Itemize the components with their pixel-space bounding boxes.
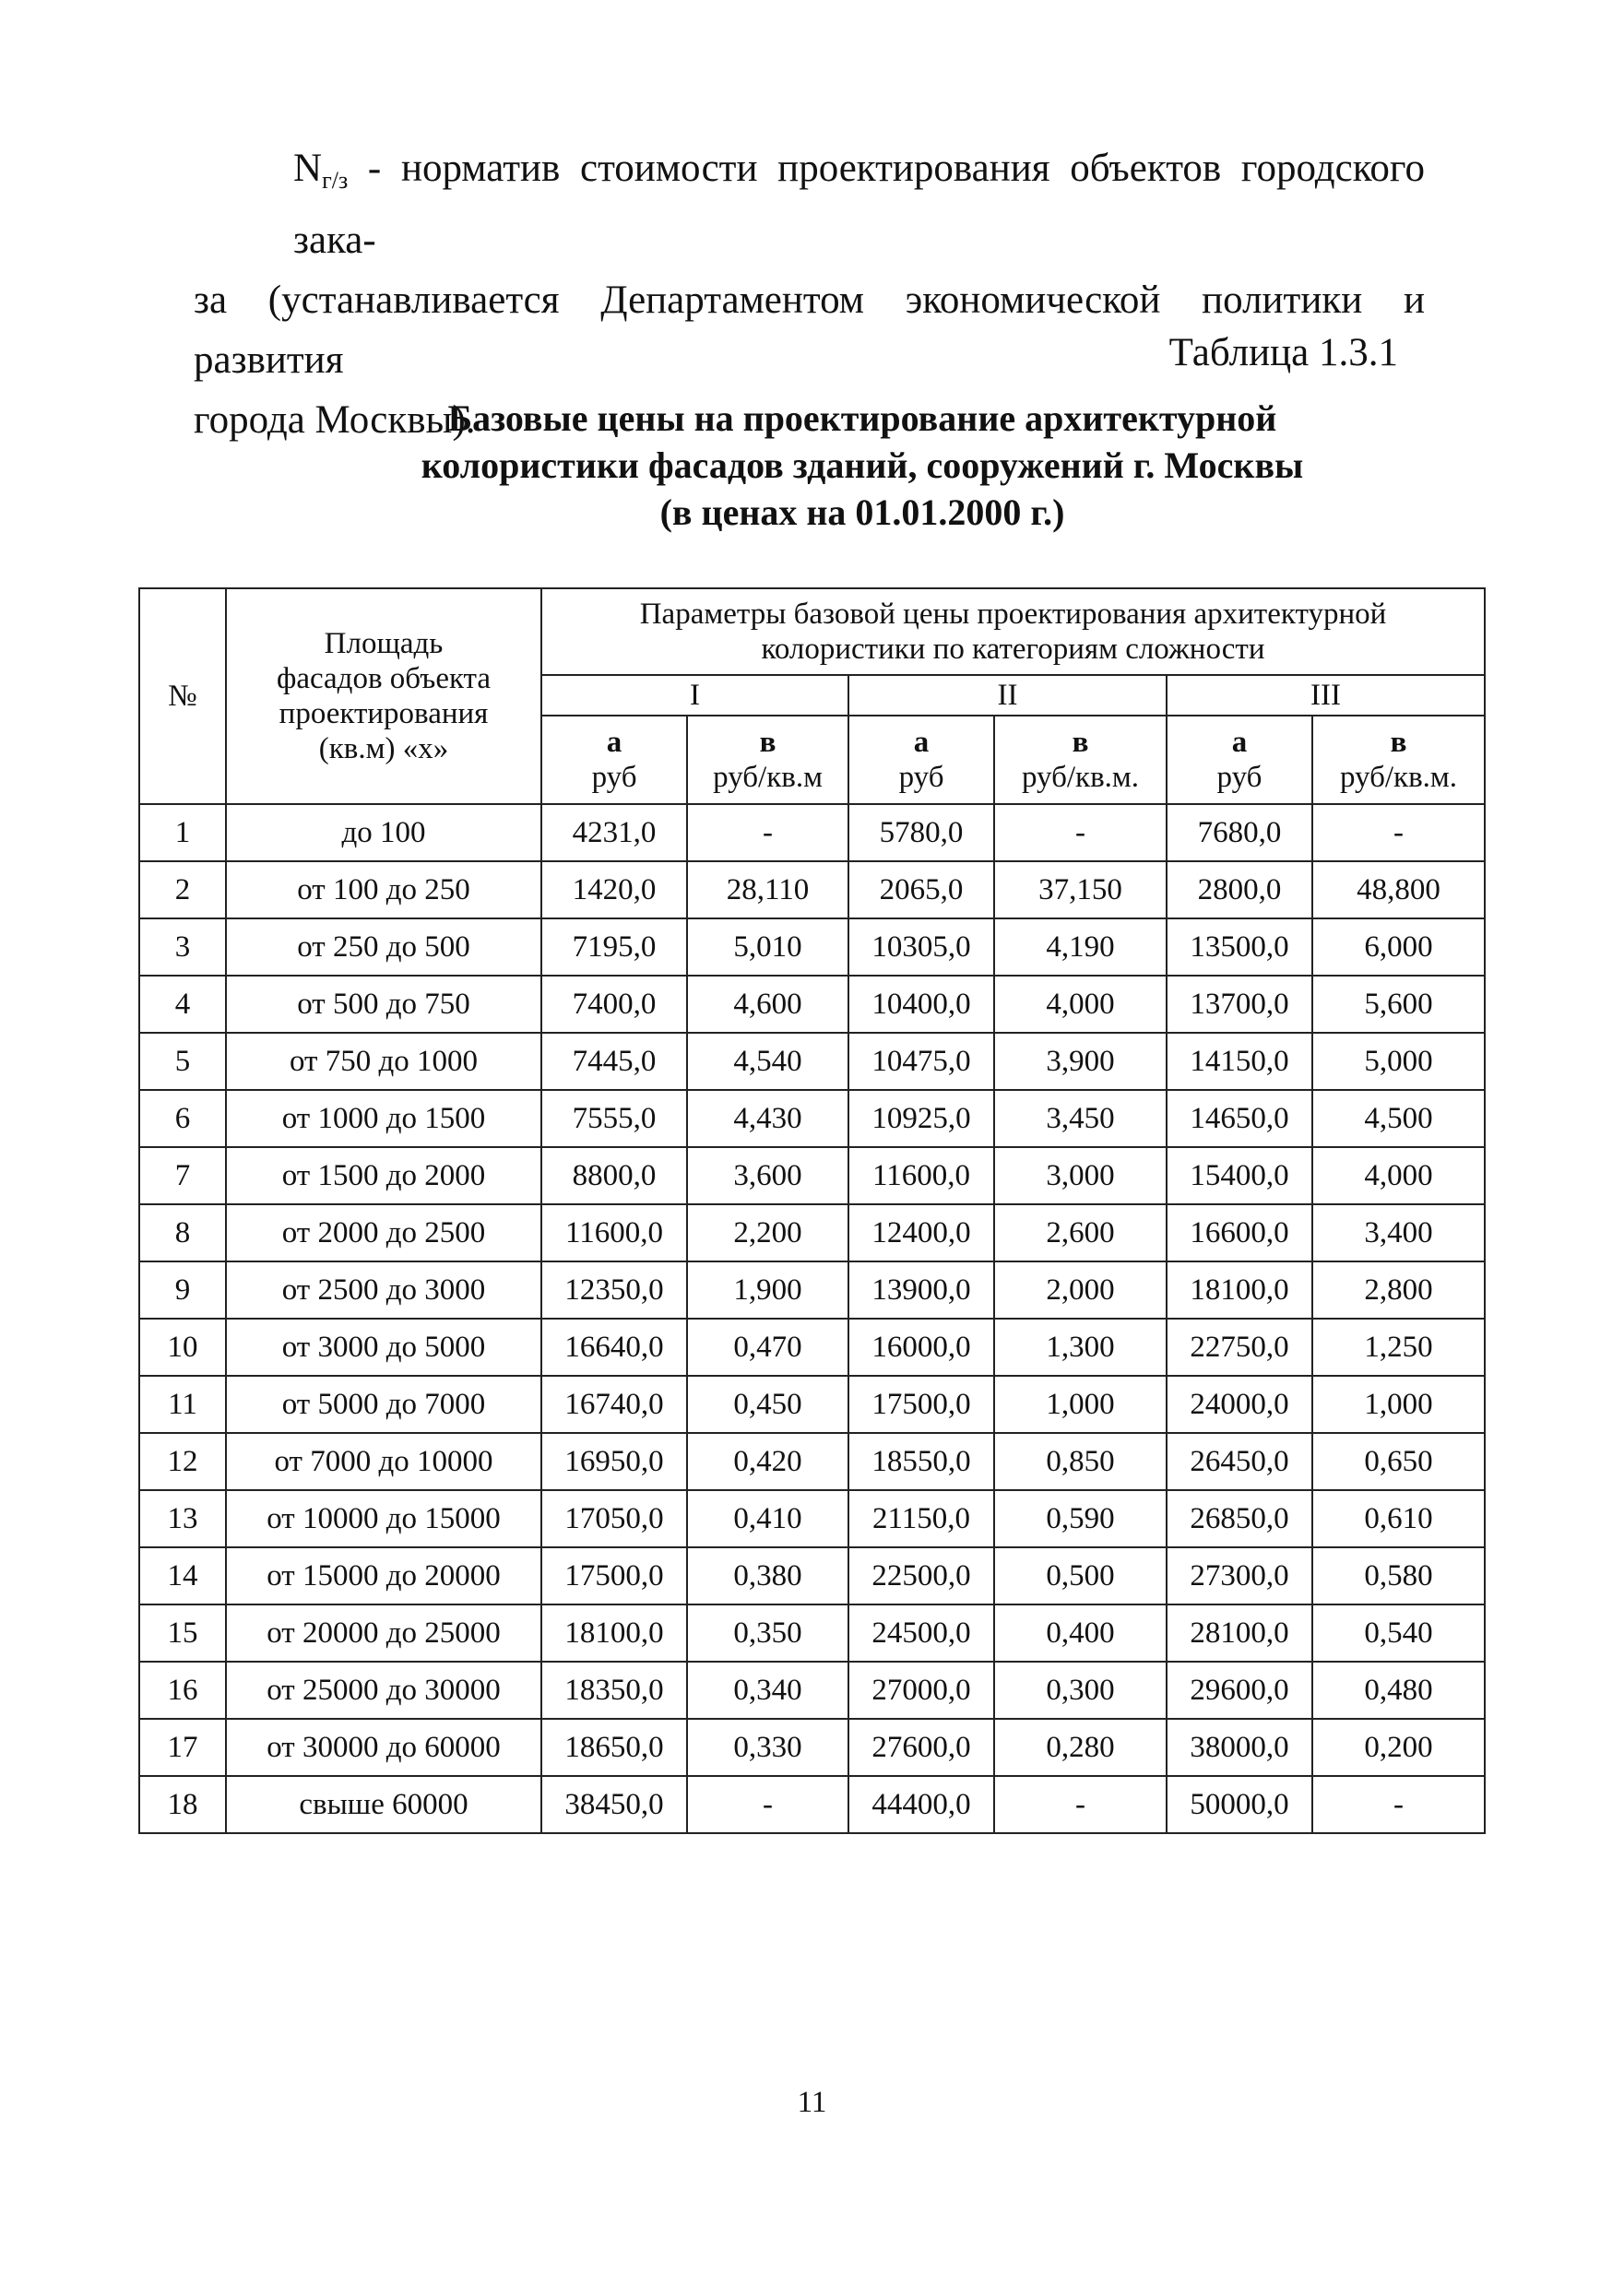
header-a-2-letter: а xyxy=(913,726,930,759)
row-number: 2 xyxy=(139,861,226,918)
row-cat3-a: 29600,0 xyxy=(1167,1662,1312,1719)
row-cat3-b: 5,000 xyxy=(1312,1033,1485,1090)
row-cat2-a: 2065,0 xyxy=(848,861,994,918)
row-area: от 3000 до 5000 xyxy=(226,1319,541,1376)
row-cat2-a: 22500,0 xyxy=(848,1547,994,1604)
row-area: от 500 до 750 xyxy=(226,976,541,1033)
row-cat1-b: 0,420 xyxy=(687,1433,848,1490)
row-cat3-a: 24000,0 xyxy=(1167,1376,1312,1433)
row-cat3-b: 3,400 xyxy=(1312,1204,1485,1261)
row-cat3-a: 14650,0 xyxy=(1167,1090,1312,1147)
row-cat2-a: 18550,0 xyxy=(848,1433,994,1490)
row-cat1-a: 7445,0 xyxy=(541,1033,687,1090)
row-cat3-b: 5,600 xyxy=(1312,976,1485,1033)
header-area-line-3: проектирования xyxy=(279,697,489,730)
row-cat2-b: 3,000 xyxy=(994,1147,1167,1204)
header-b-1 xyxy=(687,716,848,804)
header-b-2 xyxy=(994,716,1167,804)
table-row xyxy=(139,1433,1485,1490)
row-cat3-a: 13500,0 xyxy=(1167,918,1312,976)
row-cat3-a: 27300,0 xyxy=(1167,1547,1312,1604)
row-cat1-a: 7195,0 xyxy=(541,918,687,976)
row-cat2-b: 4,190 xyxy=(994,918,1167,976)
row-cat1-b: 0,380 xyxy=(687,1547,848,1604)
row-cat2-b: 1,000 xyxy=(994,1376,1167,1433)
row-cat3-a: 26450,0 xyxy=(1167,1433,1312,1490)
row-cat2-a: 17500,0 xyxy=(848,1376,994,1433)
row-cat1-b: 4,430 xyxy=(687,1090,848,1147)
row-cat1-b: 28,110 xyxy=(687,861,848,918)
row-cat1-a: 16950,0 xyxy=(541,1433,687,1490)
header-a-1 xyxy=(541,716,687,804)
row-cat3-a: 15400,0 xyxy=(1167,1147,1312,1204)
table-label: Таблица 1.3.1 xyxy=(1168,331,1398,374)
row-cat1-a: 18350,0 xyxy=(541,1662,687,1719)
row-number: 1 xyxy=(139,804,226,861)
row-cat1-a: 4231,0 xyxy=(541,804,687,861)
table-row xyxy=(139,918,1485,976)
row-cat3-b: 48,800 xyxy=(1312,861,1485,918)
row-cat2-a: 27600,0 xyxy=(848,1719,994,1776)
row-area: от 100 до 250 xyxy=(226,861,541,918)
row-cat3-a: 13700,0 xyxy=(1167,976,1312,1033)
row-cat1-a: 38450,0 xyxy=(541,1776,687,1833)
row-cat3-b: 0,610 xyxy=(1312,1490,1485,1547)
row-area: от 15000 до 20000 xyxy=(226,1547,541,1604)
row-area: от 2000 до 2500 xyxy=(226,1204,541,1261)
row-cat2-a: 16000,0 xyxy=(848,1319,994,1376)
header-b-3-letter: в xyxy=(1390,726,1407,759)
row-number: 9 xyxy=(139,1261,226,1319)
row-cat3-b: 6,000 xyxy=(1312,918,1485,976)
row-area: от 750 до 1000 xyxy=(226,1033,541,1090)
row-number: 5 xyxy=(139,1033,226,1090)
row-cat2-b: 0,300 xyxy=(994,1662,1167,1719)
row-cat2-a: 5780,0 xyxy=(848,804,994,861)
header-area-line-2: фасадов объекта xyxy=(276,662,492,695)
row-cat1-a: 7555,0 xyxy=(541,1090,687,1147)
row-area: свыше 60000 xyxy=(226,1776,541,1833)
row-cat2-b: 1,300 xyxy=(994,1319,1167,1376)
header-a-3-letter: а xyxy=(1231,726,1248,759)
row-cat3-a: 38000,0 xyxy=(1167,1719,1312,1776)
header-b-3-unit: руб/кв.м. xyxy=(1339,761,1458,794)
row-cat2-a: 10400,0 xyxy=(848,976,994,1033)
row-area: от 10000 до 15000 xyxy=(226,1490,541,1547)
row-cat3-b: 4,500 xyxy=(1312,1090,1485,1147)
row-cat2-b: 0,850 xyxy=(994,1433,1167,1490)
intro-line-1 xyxy=(194,138,1425,270)
row-cat2-a: 24500,0 xyxy=(848,1604,994,1662)
table-title xyxy=(235,395,1489,536)
row-cat1-b: 4,600 xyxy=(687,976,848,1033)
row-cat2-b: 3,900 xyxy=(994,1033,1167,1090)
table-row xyxy=(139,1204,1485,1261)
row-cat2-b: 4,000 xyxy=(994,976,1167,1033)
row-cat1-b: 0,350 xyxy=(687,1604,848,1662)
row-cat3-a: 16600,0 xyxy=(1167,1204,1312,1261)
row-cat3-a: 2800,0 xyxy=(1167,861,1312,918)
header-b-1-letter: в xyxy=(759,726,776,759)
row-cat1-a: 12350,0 xyxy=(541,1261,687,1319)
table-row xyxy=(139,1490,1485,1547)
row-cat3-b: 0,200 xyxy=(1312,1719,1485,1776)
row-cat1-a: 8800,0 xyxy=(541,1147,687,1204)
table-row xyxy=(139,1319,1485,1376)
table-title-line-1: Базовые цены на проектирование архитектурной xyxy=(447,397,1277,439)
table-row xyxy=(139,1261,1485,1319)
page-number: 11 xyxy=(797,2086,827,2119)
row-area: от 1500 до 2000 xyxy=(226,1147,541,1204)
row-cat1-b: 2,200 xyxy=(687,1204,848,1261)
row-cat2-a: 21150,0 xyxy=(848,1490,994,1547)
row-cat3-a: 22750,0 xyxy=(1167,1319,1312,1376)
row-number: 8 xyxy=(139,1204,226,1261)
header-category-2: II xyxy=(848,675,1167,716)
row-area: от 1000 до 1500 xyxy=(226,1090,541,1147)
header-num: № xyxy=(139,588,226,804)
row-number: 6 xyxy=(139,1090,226,1147)
row-cat3-a: 28100,0 xyxy=(1167,1604,1312,1662)
row-cat3-b: 0,540 xyxy=(1312,1604,1485,1662)
row-cat3-a: 18100,0 xyxy=(1167,1261,1312,1319)
table-row xyxy=(139,976,1485,1033)
row-number: 13 xyxy=(139,1490,226,1547)
header-area xyxy=(226,588,541,804)
row-cat2-b: 2,600 xyxy=(994,1204,1167,1261)
header-a-3-unit: руб xyxy=(1216,761,1262,794)
table-row xyxy=(139,1719,1485,1776)
row-cat1-b: 5,010 xyxy=(687,918,848,976)
header-area-line-1: Площадь xyxy=(324,627,444,660)
row-cat3-b: 2,800 xyxy=(1312,1261,1485,1319)
row-cat1-b: 0,410 xyxy=(687,1490,848,1547)
header-b-2-unit: руб/кв.м. xyxy=(1021,761,1140,794)
row-cat2-a: 10925,0 xyxy=(848,1090,994,1147)
row-cat3-a: 14150,0 xyxy=(1167,1033,1312,1090)
row-area: от 5000 до 7000 xyxy=(226,1376,541,1433)
norm-symbol-subscript: г/з xyxy=(322,167,349,194)
row-cat1-b: 4,540 xyxy=(687,1033,848,1090)
row-cat1-a: 1420,0 xyxy=(541,861,687,918)
row-area: от 250 до 500 xyxy=(226,918,541,976)
intro-line-2: за (устанавливается Департаментом экономической политики и развития xyxy=(194,278,1425,382)
table-row xyxy=(139,1662,1485,1719)
row-cat2-b: 0,500 xyxy=(994,1547,1167,1604)
row-cat3-a: 26850,0 xyxy=(1167,1490,1312,1547)
row-cat1-b: 0,450 xyxy=(687,1376,848,1433)
table-row xyxy=(139,861,1485,918)
row-cat2-b: - xyxy=(994,804,1167,861)
header-params-line-1: Параметры базовой цены проектирования архитектурной xyxy=(639,598,1387,631)
header-a-2 xyxy=(848,716,994,804)
row-cat2-b: 37,150 xyxy=(994,861,1167,918)
row-cat2-a: 44400,0 xyxy=(848,1776,994,1833)
header-b-1-unit: руб/кв.м xyxy=(713,761,823,794)
row-cat1-a: 16640,0 xyxy=(541,1319,687,1376)
row-cat1-a: 18650,0 xyxy=(541,1719,687,1776)
row-number: 11 xyxy=(139,1376,226,1433)
table-row xyxy=(139,1376,1485,1433)
row-number: 7 xyxy=(139,1147,226,1204)
row-number: 4 xyxy=(139,976,226,1033)
row-cat1-b: 3,600 xyxy=(687,1147,848,1204)
table-row xyxy=(139,1147,1485,1204)
row-number: 18 xyxy=(139,1776,226,1833)
row-cat1-b: 0,470 xyxy=(687,1319,848,1376)
row-number: 12 xyxy=(139,1433,226,1490)
row-area: до 100 xyxy=(226,804,541,861)
header-category-3: III xyxy=(1167,675,1485,716)
norm-symbol: N xyxy=(293,147,323,190)
row-cat1-b: - xyxy=(687,804,848,861)
row-cat1-a: 17500,0 xyxy=(541,1547,687,1604)
row-cat2-a: 13900,0 xyxy=(848,1261,994,1319)
header-params-line-2: колористики по категориям сложности xyxy=(761,633,1265,666)
row-area: от 25000 до 30000 xyxy=(226,1662,541,1719)
row-cat1-a: 11600,0 xyxy=(541,1204,687,1261)
row-cat3-b: 1,000 xyxy=(1312,1376,1485,1433)
header-a-2-unit: руб xyxy=(898,761,944,794)
table-row xyxy=(139,1776,1485,1833)
row-cat3-a: 7680,0 xyxy=(1167,804,1312,861)
row-cat1-b: 0,340 xyxy=(687,1662,848,1719)
row-cat2-b: - xyxy=(994,1776,1167,1833)
row-cat1-b: 1,900 xyxy=(687,1261,848,1319)
row-cat3-b: 0,480 xyxy=(1312,1662,1485,1719)
row-number: 10 xyxy=(139,1319,226,1376)
table-title-line-3: (в ценах на 01.01.2000 г.) xyxy=(659,491,1065,533)
row-cat3-b: 0,650 xyxy=(1312,1433,1485,1490)
header-a-3 xyxy=(1167,716,1312,804)
row-cat1-b: - xyxy=(687,1776,848,1833)
row-number: 3 xyxy=(139,918,226,976)
row-area: от 20000 до 25000 xyxy=(226,1604,541,1662)
header-row-1 xyxy=(139,588,1485,675)
row-number: 16 xyxy=(139,1662,226,1719)
row-area: от 7000 до 10000 xyxy=(226,1433,541,1490)
row-area: от 30000 до 60000 xyxy=(226,1719,541,1776)
table-title-line-2: колористики фасадов зданий, сооружений г. Москвы xyxy=(421,444,1304,486)
row-cat3-b: 1,250 xyxy=(1312,1319,1485,1376)
row-cat1-a: 17050,0 xyxy=(541,1490,687,1547)
row-cat2-a: 10475,0 xyxy=(848,1033,994,1090)
row-cat1-a: 7400,0 xyxy=(541,976,687,1033)
row-cat1-a: 16740,0 xyxy=(541,1376,687,1433)
row-cat2-b: 3,450 xyxy=(994,1090,1167,1147)
row-cat2-b: 0,280 xyxy=(994,1719,1167,1776)
intro-line-3: города Москвы). xyxy=(194,398,476,442)
row-cat2-a: 10305,0 xyxy=(848,918,994,976)
header-params xyxy=(541,588,1485,675)
table-row xyxy=(139,1090,1485,1147)
row-cat2-a: 12400,0 xyxy=(848,1204,994,1261)
header-category-1: I xyxy=(541,675,848,716)
row-cat2-b: 0,400 xyxy=(994,1604,1167,1662)
header-a-1-letter: а xyxy=(606,726,622,759)
row-cat2-b: 0,590 xyxy=(994,1490,1167,1547)
header-area-line-4: (кв.м) «х» xyxy=(318,732,449,765)
header-b-3 xyxy=(1312,716,1485,804)
price-table xyxy=(138,587,1486,1834)
table-row xyxy=(139,804,1485,861)
row-number: 14 xyxy=(139,1547,226,1604)
row-area: от 2500 до 3000 xyxy=(226,1261,541,1319)
row-cat1-a: 18100,0 xyxy=(541,1604,687,1662)
row-cat2-b: 2,000 xyxy=(994,1261,1167,1319)
row-number: 17 xyxy=(139,1719,226,1776)
table-row xyxy=(139,1033,1485,1090)
row-cat1-b: 0,330 xyxy=(687,1719,848,1776)
header-b-2-letter: в xyxy=(1072,726,1089,759)
row-cat3-b: 4,000 xyxy=(1312,1147,1485,1204)
row-cat3-b: - xyxy=(1312,804,1485,861)
row-cat2-a: 27000,0 xyxy=(848,1662,994,1719)
intro-line-1-text: - норматив стоимости проектирования объектов городского зака- xyxy=(293,147,1425,262)
table-row xyxy=(139,1604,1485,1662)
table-row xyxy=(139,1547,1485,1604)
row-number: 15 xyxy=(139,1604,226,1662)
row-cat3-b: - xyxy=(1312,1776,1485,1833)
row-cat3-a: 50000,0 xyxy=(1167,1776,1312,1833)
header-a-1-unit: руб xyxy=(591,761,637,794)
row-cat3-b: 0,580 xyxy=(1312,1547,1485,1604)
row-cat2-a: 11600,0 xyxy=(848,1147,994,1204)
